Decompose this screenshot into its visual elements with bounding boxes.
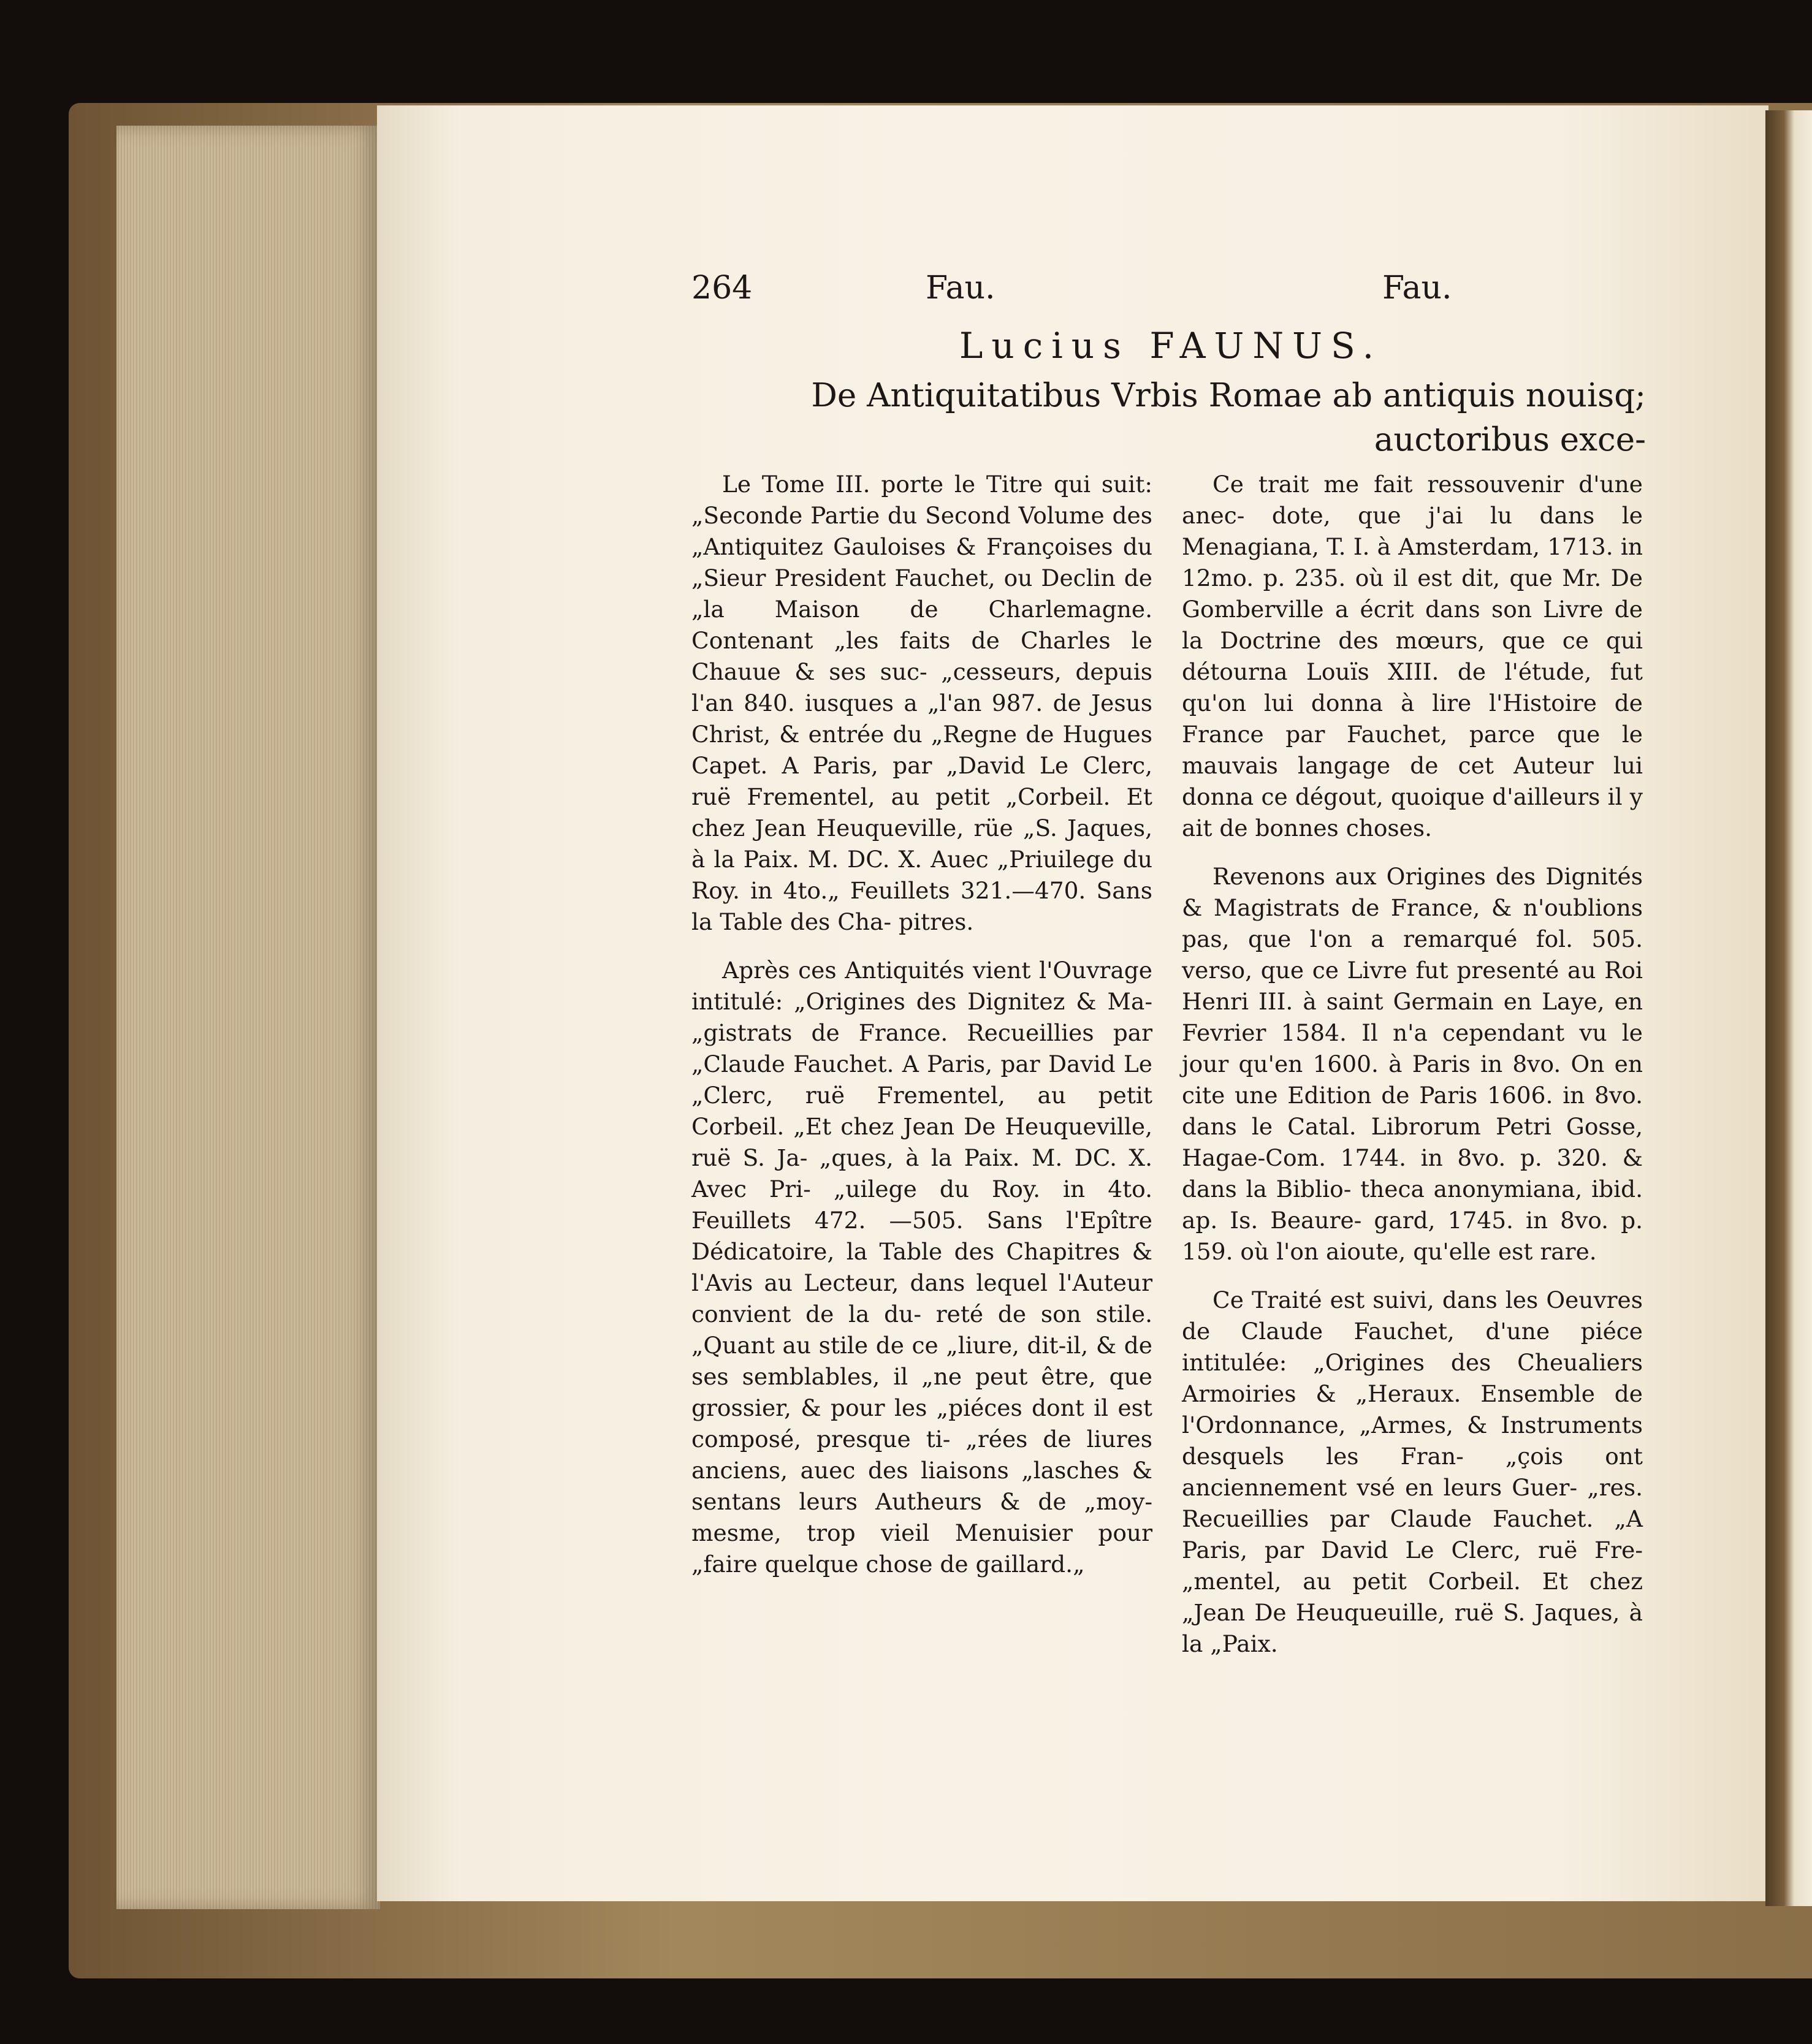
paragraph: Après ces Antiquités vient l'Ouvrage intitulé: „Origines des Dignitez & Ma- „gistrats de France. Recueillies par „Claude Fauchet. A Paris, par David Le „Clerc, ruë Frementel, au petit Corbeil. „Et chez Jean De Heuqueville, ruë S. Ja- „ques, à la Paix. M. DC. X. Avec Pri- „uilege du Roy. in 4to. Feuillets 472. —505. Sans l'Epître Dédicatoire, la Table des Chapitres & l'Avis au Lecteur, dans lequel l'Auteur convient de la du- reté de son stile. „Quant au stile de ce „liure, dit-il, & de ses semblables, il „ne peut être, que grossier, & pour les „piéces dont il est composé, presque ti- „rées de liures anciens, auec des liaisons „lasches & sentans leurs Autheurs & de „moy-mesme, trop vieil Menuisier pour „faire quelque chose de gaillard.„ bbox=[691, 957, 1152, 1578]
running-title-left: Fau. bbox=[926, 270, 995, 306]
paragraph: Le Tome III. porte le Titre qui suit: „Seconde Partie du Second Volume des „Antiquitez Gauloises & Françoises du „Sieur President Fauchet, ou Declin de „la Maison de Charlemagne. Contenant „les faits de Charles le Chauue & ses suc- „cesseurs, depuis l'an 840. iusques a „l'an 987. de Jesus Christ, & entrée du „Regne de Hugues Capet. A Paris, par „David Le Clerc, ruë Frementel, au petit „Corbeil. Et chez Jean Heuqueville, rüe „S. Jaques, à la Paix. M. DC. X. Auec „Priuilege du Roy. in 4to.„ Feuillets 321.—470. Sans la Table des Cha- pitres. bbox=[691, 471, 1152, 935]
page-edges bbox=[116, 126, 380, 1909]
paragraph: Revenons aux Origines des Dignités & Magistrats de France, & n'oublions pas, que l'on a remarqué fol. 505. verso, que ce Livre fut presenté au Roi Henri III. à saint Germain en Laye, en Fevrier 1584. Il n'a cependant vu le jour qu'en 1600. à Paris in 8vo. On en cite une Edition de Paris 1606. in 8vo. dans le Catal. Librorum Petri Gosse, Hagae-Com. 1744. in 8vo. p. 320. & dans la Biblio- theca anonymiana, ibid. ap. Is. Beaure- gard, 1745. in 8vo. p. 159. où l'on aioute, qu'elle est rare. bbox=[1182, 863, 1643, 1265]
page-header bbox=[0, 270, 1812, 313]
entry-title: Lucius FAUNUS. bbox=[959, 325, 1383, 367]
right-column bbox=[1182, 469, 1643, 1660]
left-column bbox=[691, 469, 1152, 1580]
paragraph: Ce Traité est suivi, dans les Oeuvres de Claude Fauchet, d'une piéce intitulée: „Origines des Cheualiers Armoiries & „Heraux. Ensemble de l'Ordonnance, „Armes, & Instruments desquels les Fran- „çois ont anciennement vsé en leurs Guer- „res. Recueillies par Claude Fauchet. „A Paris, par David Le Clerc, ruë Fre- „mentel, au petit Corbeil. Et chez „Jean De Heuqueuille, ruë S. Jaques, à la „Paix. bbox=[1182, 1286, 1643, 1657]
running-title-right: Fau. bbox=[1382, 270, 1452, 306]
page-gutter bbox=[1765, 110, 1812, 1906]
page-number: 264 bbox=[691, 270, 753, 306]
paragraph: Ce trait me fait ressouvenir d'une anec- dote, que j'ai lu dans le Menagiana, T. I. à Amsterdam, 1713. in 12mo. p. 235. où il est dit, que Mr. De Gomberville a écrit dans son Livre de la Doctrine des mœurs, que ce qui détourna Louïs XIII. de l'étude, fut qu'on lui donna à lire l'Histoire de France par Fauchet, parce que le mauvais langage de cet Auteur lui donna ce dégout, quoique d'ailleurs il y ait de bonnes choses. bbox=[1182, 471, 1643, 842]
entry-subtitle: De Antiquitatibus Vrbis Romae ab antiquis nouisq; auctoribus exce- bbox=[811, 377, 1646, 458]
